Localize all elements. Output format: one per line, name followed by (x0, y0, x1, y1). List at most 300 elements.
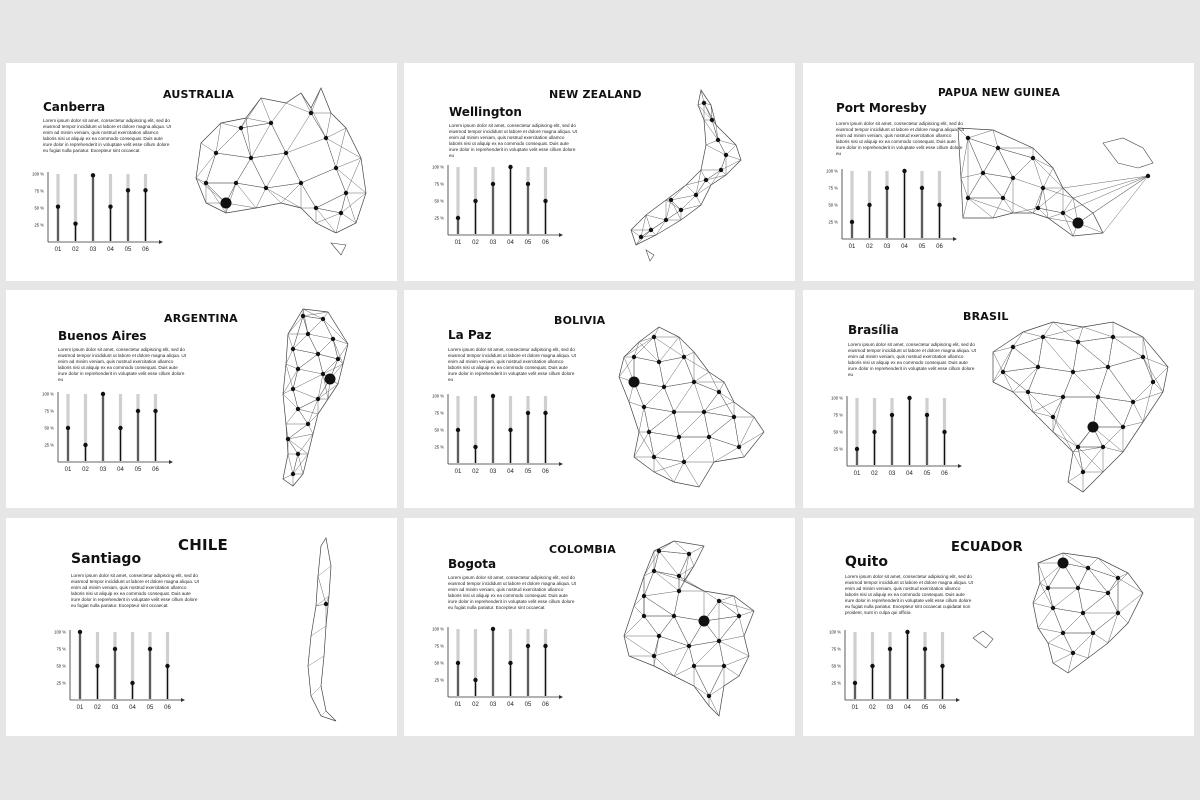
map-node (1101, 445, 1105, 449)
map-node (1041, 186, 1045, 190)
x-tick-label: 04 (107, 247, 114, 253)
y-tick-label: 75 % (831, 646, 841, 652)
map-node (234, 181, 238, 185)
map-node (1121, 425, 1125, 429)
map-node (692, 664, 696, 668)
x-tick-label: 06 (941, 471, 948, 477)
slide-new-zealand (404, 63, 795, 281)
bar-value-dot (508, 165, 512, 169)
map-node (737, 445, 741, 449)
y-tick-label: 25 % (56, 680, 66, 686)
map-node (682, 355, 686, 359)
bar-value-dot (95, 664, 99, 668)
x-tick-label: 05 (524, 702, 532, 708)
bar-value-dot (148, 647, 152, 651)
chart-svg (46, 626, 186, 726)
map-node (1071, 651, 1075, 655)
y-tick-label: 50 % (828, 202, 838, 208)
x-tick-label: 02 (869, 705, 876, 711)
x-tick-label: 02 (871, 471, 878, 477)
bar-value-dot (143, 188, 147, 192)
x-tick-label: 01 (54, 247, 62, 253)
x-tick-label: 01 (76, 705, 84, 711)
x-axis-arrow (169, 460, 173, 464)
map-node (679, 208, 683, 212)
map-node (996, 146, 1000, 150)
bar-value-dot (456, 216, 460, 220)
x-axis-arrow (181, 698, 185, 702)
slide-title: BOLIVIA (554, 314, 606, 327)
x-tick-label: 04 (904, 705, 911, 711)
bar-chart (823, 392, 963, 492)
map-node (239, 126, 243, 130)
x-tick-label: 04 (906, 471, 913, 477)
y-tick-label: 75 % (434, 181, 444, 187)
bar-value-dot (923, 647, 927, 651)
map-node (1151, 380, 1155, 384)
y-tick-label: 50 % (833, 429, 843, 435)
map-node (657, 634, 661, 638)
x-tick-label: 02 (472, 240, 479, 246)
x-tick-label: 01 (454, 702, 462, 708)
x-tick-label: 02 (472, 469, 479, 475)
bar-value-dot (126, 188, 130, 192)
bar-chart (46, 626, 186, 726)
y-tick-label: 25 % (831, 680, 841, 686)
map-node (639, 235, 643, 239)
x-tick-label: 01 (848, 244, 856, 250)
bar-chart (424, 623, 564, 723)
description-text: Lorem ipsum dolor sit amet, consectetur adipiscing elit, sed do eiusmod tempor incididunt ut labore et dolore magna aliqua. Ut enim ad minim veniam, quis nostrud exercitation ullamco laboris nisi ut aliquip ex ea commodo consequat. Duis aute irure dolor in reprehenderit in voluptate velit esse cillum dolore eu fugiat nulla pariatur. Excepteur sint occaecat (71, 573, 199, 608)
x-axis-arrow (956, 698, 960, 702)
y-tick-label: 100 % (831, 395, 843, 401)
bar-chart (424, 390, 564, 490)
map-node (1086, 566, 1090, 570)
x-tick-label: 06 (164, 705, 171, 711)
bar-value-dot (108, 204, 112, 208)
bar-value-dot (118, 426, 122, 430)
map-node (687, 552, 691, 556)
slide-colombia (404, 518, 795, 736)
bar-value-dot (83, 443, 87, 447)
description-text: Lorem ipsum dolor sit amet, consectetur adipiscing elit, sed do eiusmod tempor incididunt ut labore et dolore magna aliqua. Ut enim ad minim veniam, quis nostrud exercitation ullamco laboris nisi ut aliquip ex ea commodo consequat. Duis aute irure dolor in reprehenderit in voluptate velit esse cillum dolore eu fugiat nulla pariatur. Excepteur sint occaecat (448, 575, 576, 610)
map-node (717, 599, 721, 603)
map-node (1106, 591, 1110, 595)
map-node (710, 118, 714, 122)
map-node (324, 602, 328, 606)
y-tick-label: 50 % (44, 425, 54, 431)
bar-value-dot (853, 681, 857, 685)
x-tick-label: 01 (454, 240, 462, 246)
capital-name: Bogota (448, 557, 497, 571)
slide-title: ECUADOR (951, 540, 1023, 555)
map-node (336, 357, 340, 361)
bar-value-dot (907, 396, 911, 400)
x-tick-label: 02 (866, 244, 873, 250)
map-node (301, 314, 305, 318)
island-outline (973, 631, 993, 648)
slide-title: ARGENTINA (164, 312, 238, 325)
capital-marker (221, 198, 232, 209)
y-tick-label: 100 % (829, 629, 841, 635)
x-axis-arrow (559, 233, 563, 237)
x-tick-label: 03 (489, 469, 497, 475)
x-tick-label: 01 (454, 469, 462, 475)
x-tick-label: 03 (883, 244, 891, 250)
x-axis-arrow (559, 695, 563, 699)
x-tick-label: 04 (117, 467, 124, 473)
island-outline (646, 250, 654, 261)
mesh-lines (624, 541, 754, 716)
y-tick-label: 100 % (432, 164, 444, 170)
y-tick-label: 25 % (434, 677, 444, 683)
x-tick-label: 04 (507, 240, 514, 246)
x-axis-arrow (958, 464, 962, 468)
map-node (966, 196, 970, 200)
map-node (672, 614, 676, 618)
map-node (339, 211, 343, 215)
map-node (669, 198, 673, 202)
capital-marker (325, 374, 336, 385)
bar-value-dot (508, 428, 512, 432)
map-node (717, 390, 721, 394)
map-node (1116, 576, 1120, 580)
capital-marker (699, 616, 710, 627)
x-tick-label: 02 (72, 247, 79, 253)
capital-name: Santiago (71, 551, 142, 567)
bar-value-dot (113, 647, 117, 651)
map-node (1076, 586, 1080, 590)
bar-value-dot (543, 411, 547, 415)
map-node (324, 136, 328, 140)
x-tick-label: 03 (111, 705, 119, 711)
bar-value-dot (902, 169, 906, 173)
y-tick-label: 75 % (434, 643, 444, 649)
bar-value-dot (890, 413, 894, 417)
map-node (269, 121, 273, 125)
bar-value-dot (491, 627, 495, 631)
bar-value-dot (165, 664, 169, 668)
description-text: Lorem ipsum dolor sit amet, consectetur adipiscing elit, sed do eiusmod tempor incididunt ut labore et dolore magna aliqua. Ut enim ad minim veniam, quis nostrud exercitation ullamco laboris nisi ut aliquip ex ea commodo consequat. Duis aute irure dolor in reprehenderit in voluptate velit esse cillum dolore eu fugiat nulla pariatur. Excepteur sint occaecat cupidatat non proident, sunt in culpa qui officia (845, 574, 973, 615)
slide-title: PAPUA NEW GUINEA (938, 87, 1061, 99)
x-tick-label: 06 (142, 247, 149, 253)
y-tick-label: 25 % (434, 444, 444, 450)
bar-value-dot (456, 428, 460, 432)
slide-title: NEW ZEALAND (549, 88, 642, 101)
map-node (284, 151, 288, 155)
map-node (291, 347, 295, 351)
map-node (306, 422, 310, 426)
map-node (296, 367, 300, 371)
map-node (1076, 340, 1080, 344)
country-map (953, 118, 1173, 263)
map-node (296, 407, 300, 411)
capital-name: La Paz (448, 328, 492, 342)
map-svg (186, 83, 376, 253)
x-tick-label: 05 (146, 705, 154, 711)
y-tick-label: 75 % (34, 188, 44, 194)
map-node (662, 385, 666, 389)
bar-value-dot (888, 647, 892, 651)
island-outline (1103, 138, 1153, 168)
description-text: Lorem ipsum dolor sit amet, consectetur adipiscing elit, sed do eiusmod tempor incididunt ut labore et dolore magna aliqua. Ut enim ad minim veniam, quis nostrud exercitation ullamco laboris nisi ut aliquip ex ea commodo consequat. Duis aute irure dolor in reprehenderit in voluptate velit esse cillum dolore eu (848, 342, 976, 377)
bar-value-dot (473, 199, 477, 203)
y-tick-label: 100 % (54, 629, 66, 635)
capital-name: Port Moresby (836, 101, 927, 115)
map-node (966, 136, 970, 140)
map-node (682, 460, 686, 464)
y-tick-label: 75 % (833, 412, 843, 418)
map-node (687, 644, 691, 648)
map-node (1061, 631, 1065, 635)
y-tick-label: 50 % (434, 427, 444, 433)
map-node (306, 332, 310, 336)
map-svg (614, 536, 764, 721)
map-node (331, 337, 335, 341)
map-node (702, 101, 706, 105)
x-tick-label: 04 (507, 469, 514, 475)
bar-value-dot (56, 204, 60, 208)
slide-bolivia (404, 290, 795, 508)
country-outline (619, 327, 764, 487)
map-node (1141, 355, 1145, 359)
slide-title: COLOMBIA (549, 543, 616, 556)
y-tick-label: 75 % (434, 410, 444, 416)
bar-value-dot (905, 630, 909, 634)
x-tick-label: 04 (507, 702, 514, 708)
map-node (677, 574, 681, 578)
map-node (214, 151, 218, 155)
map-node (1036, 365, 1040, 369)
x-tick-label: 02 (82, 467, 89, 473)
slide-brasil (803, 290, 1194, 508)
map-node (1031, 156, 1035, 160)
bar-value-dot (78, 630, 82, 634)
chart-svg (818, 165, 958, 265)
bar-value-dot (473, 678, 477, 682)
bar-value-dot (940, 664, 944, 668)
map-node (296, 452, 300, 456)
x-tick-label: 05 (923, 471, 931, 477)
y-tick-label: 25 % (833, 446, 843, 452)
bar-value-dot (473, 445, 477, 449)
mesh-lines (619, 327, 764, 487)
map-node (677, 435, 681, 439)
bar-value-dot (130, 681, 134, 685)
country-map (296, 536, 346, 731)
description-text: Lorem ipsum dolor sit amet, consectetur adipiscing elit, sed do eiusmod tempor incididunt ut labore et dolore magna aliqua. Ut enim ad minim veniam, quis nostrud exercitation ullamco laboris nisi ut aliquip ex ea commodo consequat. Duis aute irure dolor in reprehenderit in voluptate velit esse cillum dolore eu (58, 347, 186, 382)
y-tick-label: 50 % (56, 663, 66, 669)
map-node (664, 218, 668, 222)
map-node (657, 549, 661, 553)
map-svg (953, 118, 1173, 258)
y-tick-label: 100 % (42, 391, 54, 397)
x-tick-label: 03 (888, 471, 896, 477)
map-node (1011, 176, 1015, 180)
map-node (291, 472, 295, 476)
map-node (1036, 206, 1040, 210)
map-node (737, 614, 741, 618)
bar-value-dot (508, 661, 512, 665)
map-node (1091, 631, 1095, 635)
map-node (707, 435, 711, 439)
y-tick-label: 75 % (44, 408, 54, 414)
slide-title: AUSTRALIA (163, 88, 234, 101)
bar-value-dot (526, 182, 530, 186)
x-tick-label: 03 (489, 240, 497, 246)
map-node (1116, 611, 1120, 615)
map-svg (968, 543, 1168, 693)
y-tick-label: 100 % (826, 168, 838, 174)
y-tick-label: 100 % (432, 626, 444, 632)
map-node (1046, 586, 1050, 590)
x-tick-label: 06 (542, 702, 549, 708)
map-node (204, 181, 208, 185)
map-node (309, 111, 313, 115)
map-node (264, 186, 268, 190)
x-tick-label: 06 (542, 240, 549, 246)
x-tick-label: 06 (152, 467, 159, 473)
bar-value-dot (855, 447, 859, 451)
country-map (614, 536, 764, 726)
x-tick-label: 01 (853, 471, 861, 477)
bar-value-dot (870, 664, 874, 668)
map-node (1071, 370, 1075, 374)
map-node (652, 455, 656, 459)
x-tick-label: 05 (918, 244, 926, 250)
y-tick-label: 25 % (828, 219, 838, 225)
x-tick-label: 03 (89, 247, 97, 253)
map-node (647, 430, 651, 434)
x-tick-label: 05 (524, 469, 532, 475)
map-node (314, 206, 318, 210)
y-tick-label: 50 % (34, 205, 44, 211)
x-tick-label: 05 (524, 240, 532, 246)
map-node (722, 664, 726, 668)
x-tick-label: 01 (64, 467, 72, 473)
capital-name: Canberra (43, 100, 106, 114)
mesh-lines (958, 128, 1148, 236)
map-node (642, 614, 646, 618)
map-svg (296, 536, 346, 726)
map-node (321, 372, 325, 376)
x-axis-arrow (159, 240, 163, 244)
map-node (1026, 390, 1030, 394)
map-node (249, 156, 253, 160)
bar-chart (424, 161, 564, 261)
bar-value-dot (73, 221, 77, 225)
slide-title: CHILE (178, 536, 228, 554)
y-tick-label: 50 % (434, 660, 444, 666)
map-node (732, 415, 736, 419)
capital-name: Wellington (449, 105, 522, 119)
mesh-lines (1033, 553, 1143, 673)
bar-value-dot (491, 394, 495, 398)
y-tick-label: 25 % (34, 222, 44, 228)
x-tick-label: 03 (886, 705, 894, 711)
capital-name: Brasília (848, 323, 899, 337)
bar-value-dot (937, 203, 941, 207)
bar-value-dot (920, 186, 924, 190)
slide-argentina (6, 290, 397, 508)
bar-chart (818, 165, 958, 265)
mesh-lines (283, 309, 348, 486)
map-node (1076, 445, 1080, 449)
x-tick-label: 05 (921, 705, 929, 711)
map-node (704, 178, 708, 182)
bar-value-dot (942, 430, 946, 434)
country-map (626, 85, 766, 265)
description-text: Lorem ipsum dolor sit amet, consectetur adipiscing elit, sed do eiusmod tempor incididunt ut labore et dolore magna aliqua. Ut enim ad minim veniam, quis nostrud exercitation ullamco laboris nisi ut aliquip ex ea commodo consequat. Duis aute irure dolor in reprehenderit in voluptate velit esse cillum dolore eu (836, 121, 964, 156)
x-tick-label: 04 (901, 244, 908, 250)
map-node (652, 569, 656, 573)
y-tick-label: 100 % (32, 171, 44, 177)
map-svg (268, 304, 358, 489)
country-map (186, 83, 376, 258)
country-map (983, 312, 1183, 502)
y-tick-label: 75 % (828, 185, 838, 191)
country-outline (308, 538, 336, 721)
bar-value-dot (526, 644, 530, 648)
country-outline (624, 541, 754, 716)
map-node (1011, 345, 1015, 349)
y-tick-label: 50 % (434, 198, 444, 204)
x-tick-label: 04 (129, 705, 136, 711)
bar-value-dot (153, 409, 157, 413)
bar-value-dot (925, 413, 929, 417)
bar-value-dot (456, 661, 460, 665)
map-svg (626, 85, 766, 260)
map-node (286, 437, 290, 441)
chart-svg (424, 623, 564, 723)
x-tick-label: 05 (124, 247, 132, 253)
x-tick-label: 02 (94, 705, 101, 711)
capital-name: Quito (845, 554, 888, 570)
map-node (672, 410, 676, 414)
map-node (724, 153, 728, 157)
map-node (642, 405, 646, 409)
map-node (1096, 395, 1100, 399)
map-node (657, 360, 661, 364)
chart-svg (424, 161, 564, 261)
bar-value-dot (850, 220, 854, 224)
map-node (1061, 395, 1065, 399)
x-tick-label: 06 (542, 469, 549, 475)
bar-chart (821, 626, 961, 726)
bar-value-dot (91, 173, 95, 177)
x-tick-label: 03 (489, 702, 497, 708)
chart-svg (24, 168, 164, 268)
x-tick-label: 06 (936, 244, 943, 250)
map-node (1061, 211, 1065, 215)
map-node (652, 335, 656, 339)
map-node (344, 191, 348, 195)
bar-value-dot (491, 182, 495, 186)
bar-chart (24, 168, 164, 268)
map-node (719, 168, 723, 172)
map-node (1111, 335, 1115, 339)
map-node (1081, 611, 1085, 615)
capital-marker (1073, 218, 1084, 229)
map-node (316, 352, 320, 356)
chart-svg (34, 388, 174, 488)
capital-marker (1088, 422, 1099, 433)
map-node (1051, 415, 1055, 419)
map-svg (983, 312, 1183, 497)
map-node (291, 387, 295, 391)
map-node (316, 397, 320, 401)
x-tick-label: 06 (939, 705, 946, 711)
